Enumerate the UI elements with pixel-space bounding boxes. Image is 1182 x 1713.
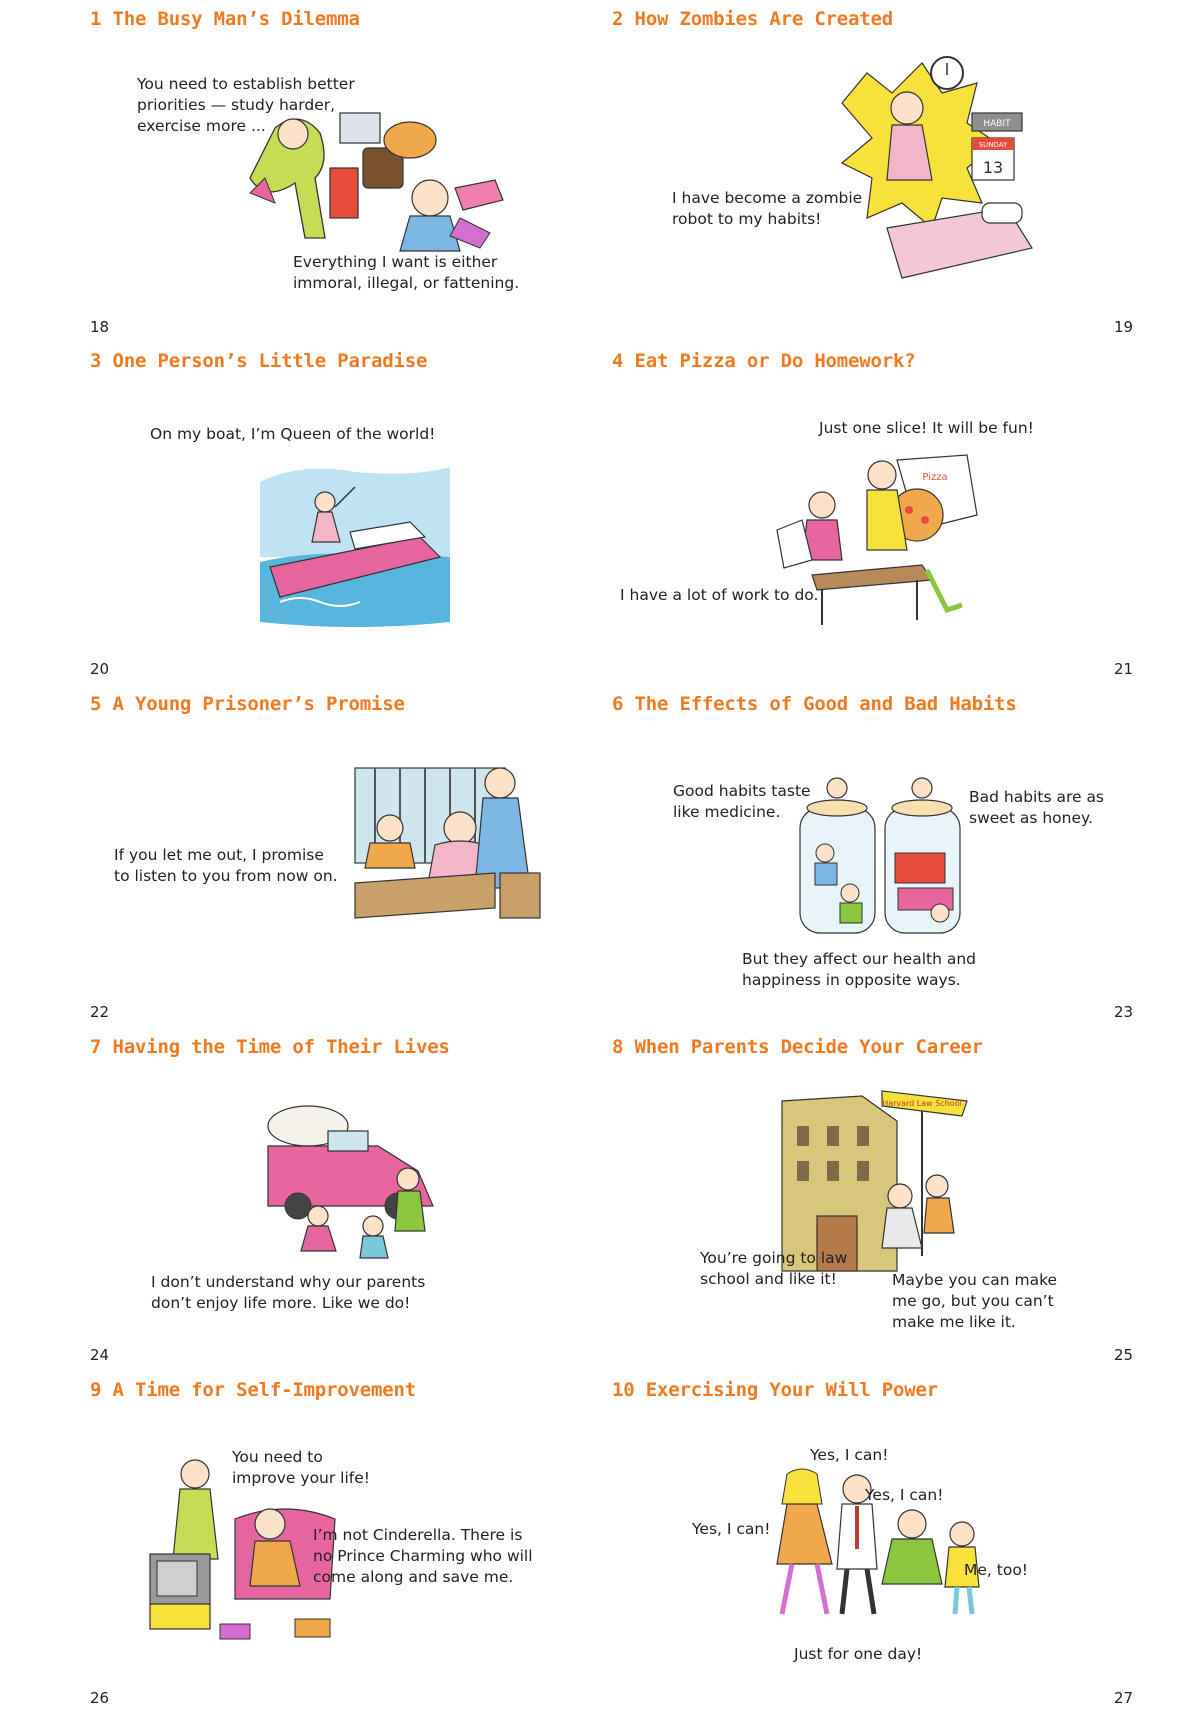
speech-caption: Me, too! xyxy=(964,1561,1029,1579)
panel-title: 6 The Effects of Good and Bad Habits xyxy=(612,693,1017,715)
panel-10 xyxy=(612,1379,1132,1709)
boat-illustration xyxy=(260,462,450,632)
page-number: 23 xyxy=(1114,1003,1134,1021)
calendar-day-text: SUNDAY xyxy=(978,141,1008,149)
speech-caption: Yes, I can! xyxy=(810,1446,889,1464)
speech-caption: You need to improve your life! xyxy=(232,1448,370,1487)
page-number: 27 xyxy=(1114,1689,1134,1707)
speech-caption: But they affect our health and happiness in opposite ways. xyxy=(742,950,976,989)
panel-title: 5 A Young Prisoner’s Promise xyxy=(90,693,405,715)
panel-title: 2 How Zombies Are Created xyxy=(612,8,893,30)
panel-6 xyxy=(612,693,1132,1023)
speech-caption: Bad habits are as sweet as honey. xyxy=(969,788,1105,827)
page-number: 21 xyxy=(1114,660,1134,678)
panel-1 xyxy=(90,8,610,338)
panel-title: 4 Eat Pizza or Do Homework? xyxy=(612,350,916,372)
panel-title: 3 One Person’s Little Paradise xyxy=(90,350,428,372)
speech-caption: Everything I want is either immoral, illegal, or fattening. xyxy=(293,253,520,292)
page-number: 26 xyxy=(90,1689,110,1707)
speech-caption: Good habits taste like medicine. xyxy=(673,782,811,821)
busy-man-illustration xyxy=(235,108,565,268)
panel-title: 9 A Time for Self-Improvement xyxy=(90,1379,416,1401)
panel-9 xyxy=(90,1379,610,1709)
panel-title: 10 Exercising Your Will Power xyxy=(612,1379,938,1401)
panel-title: 7 Having the Time of Their Lives xyxy=(90,1036,450,1058)
speech-caption: You’re going to law school and like it! xyxy=(700,1249,848,1288)
panel-4 xyxy=(612,350,1132,680)
speech-caption: I don’t understand why our parents don’t enjoy life more. Like we do! xyxy=(151,1273,426,1312)
habit-jars-illustration xyxy=(790,773,970,943)
page-number: 19 xyxy=(1114,318,1134,336)
page-number: 25 xyxy=(1114,1346,1134,1364)
speech-caption: Yes, I can! xyxy=(865,1486,944,1504)
speech-caption: I have a lot of work to do. xyxy=(620,586,819,604)
speech-caption: On my boat, I’m Queen of the world! xyxy=(150,425,436,443)
speech-caption: Just for one day! xyxy=(794,1645,923,1663)
page-number: 18 xyxy=(90,318,110,336)
speech-caption: Yes, I can! xyxy=(692,1520,771,1538)
calendar-date-text: 13 xyxy=(982,158,1004,177)
pizza-box-text: Pizza xyxy=(922,472,948,483)
zombie-illustration xyxy=(832,53,1032,293)
speech-caption: I’m not Cinderella. There is no Prince Charming who will come along and save me. xyxy=(313,1526,533,1586)
habit-sign-text: HABIT xyxy=(983,119,1011,129)
speech-caption: If you let me out, I promise to listen to you from now on. xyxy=(114,846,338,885)
speech-caption: Just one slice! It will be fun! xyxy=(819,419,1034,437)
speech-caption: I have become a zombie robot to my habits! xyxy=(672,189,863,228)
banner-text: Harvard Law School xyxy=(882,1099,962,1108)
page-number: 22 xyxy=(90,1003,110,1021)
panel-title: 8 When Parents Decide Your Career xyxy=(612,1036,983,1058)
speech-caption: Maybe you can make me go, but you can’t make me like it. xyxy=(892,1271,1058,1331)
panel-7 xyxy=(90,1036,610,1366)
panel-8 xyxy=(612,1036,1132,1366)
page-number: 20 xyxy=(90,660,110,678)
family-car-illustration xyxy=(258,1101,448,1276)
prisoner-illustration xyxy=(355,753,555,933)
panel-3 xyxy=(90,350,610,680)
page-number: 24 xyxy=(90,1346,110,1364)
speech-caption: You need to establish better priorities — study harder, exercise more ... xyxy=(137,75,355,135)
panel-5 xyxy=(90,693,610,1023)
panel-2 xyxy=(612,8,1132,338)
panel-title: 1 The Busy Man’s Dilemma xyxy=(90,8,360,30)
